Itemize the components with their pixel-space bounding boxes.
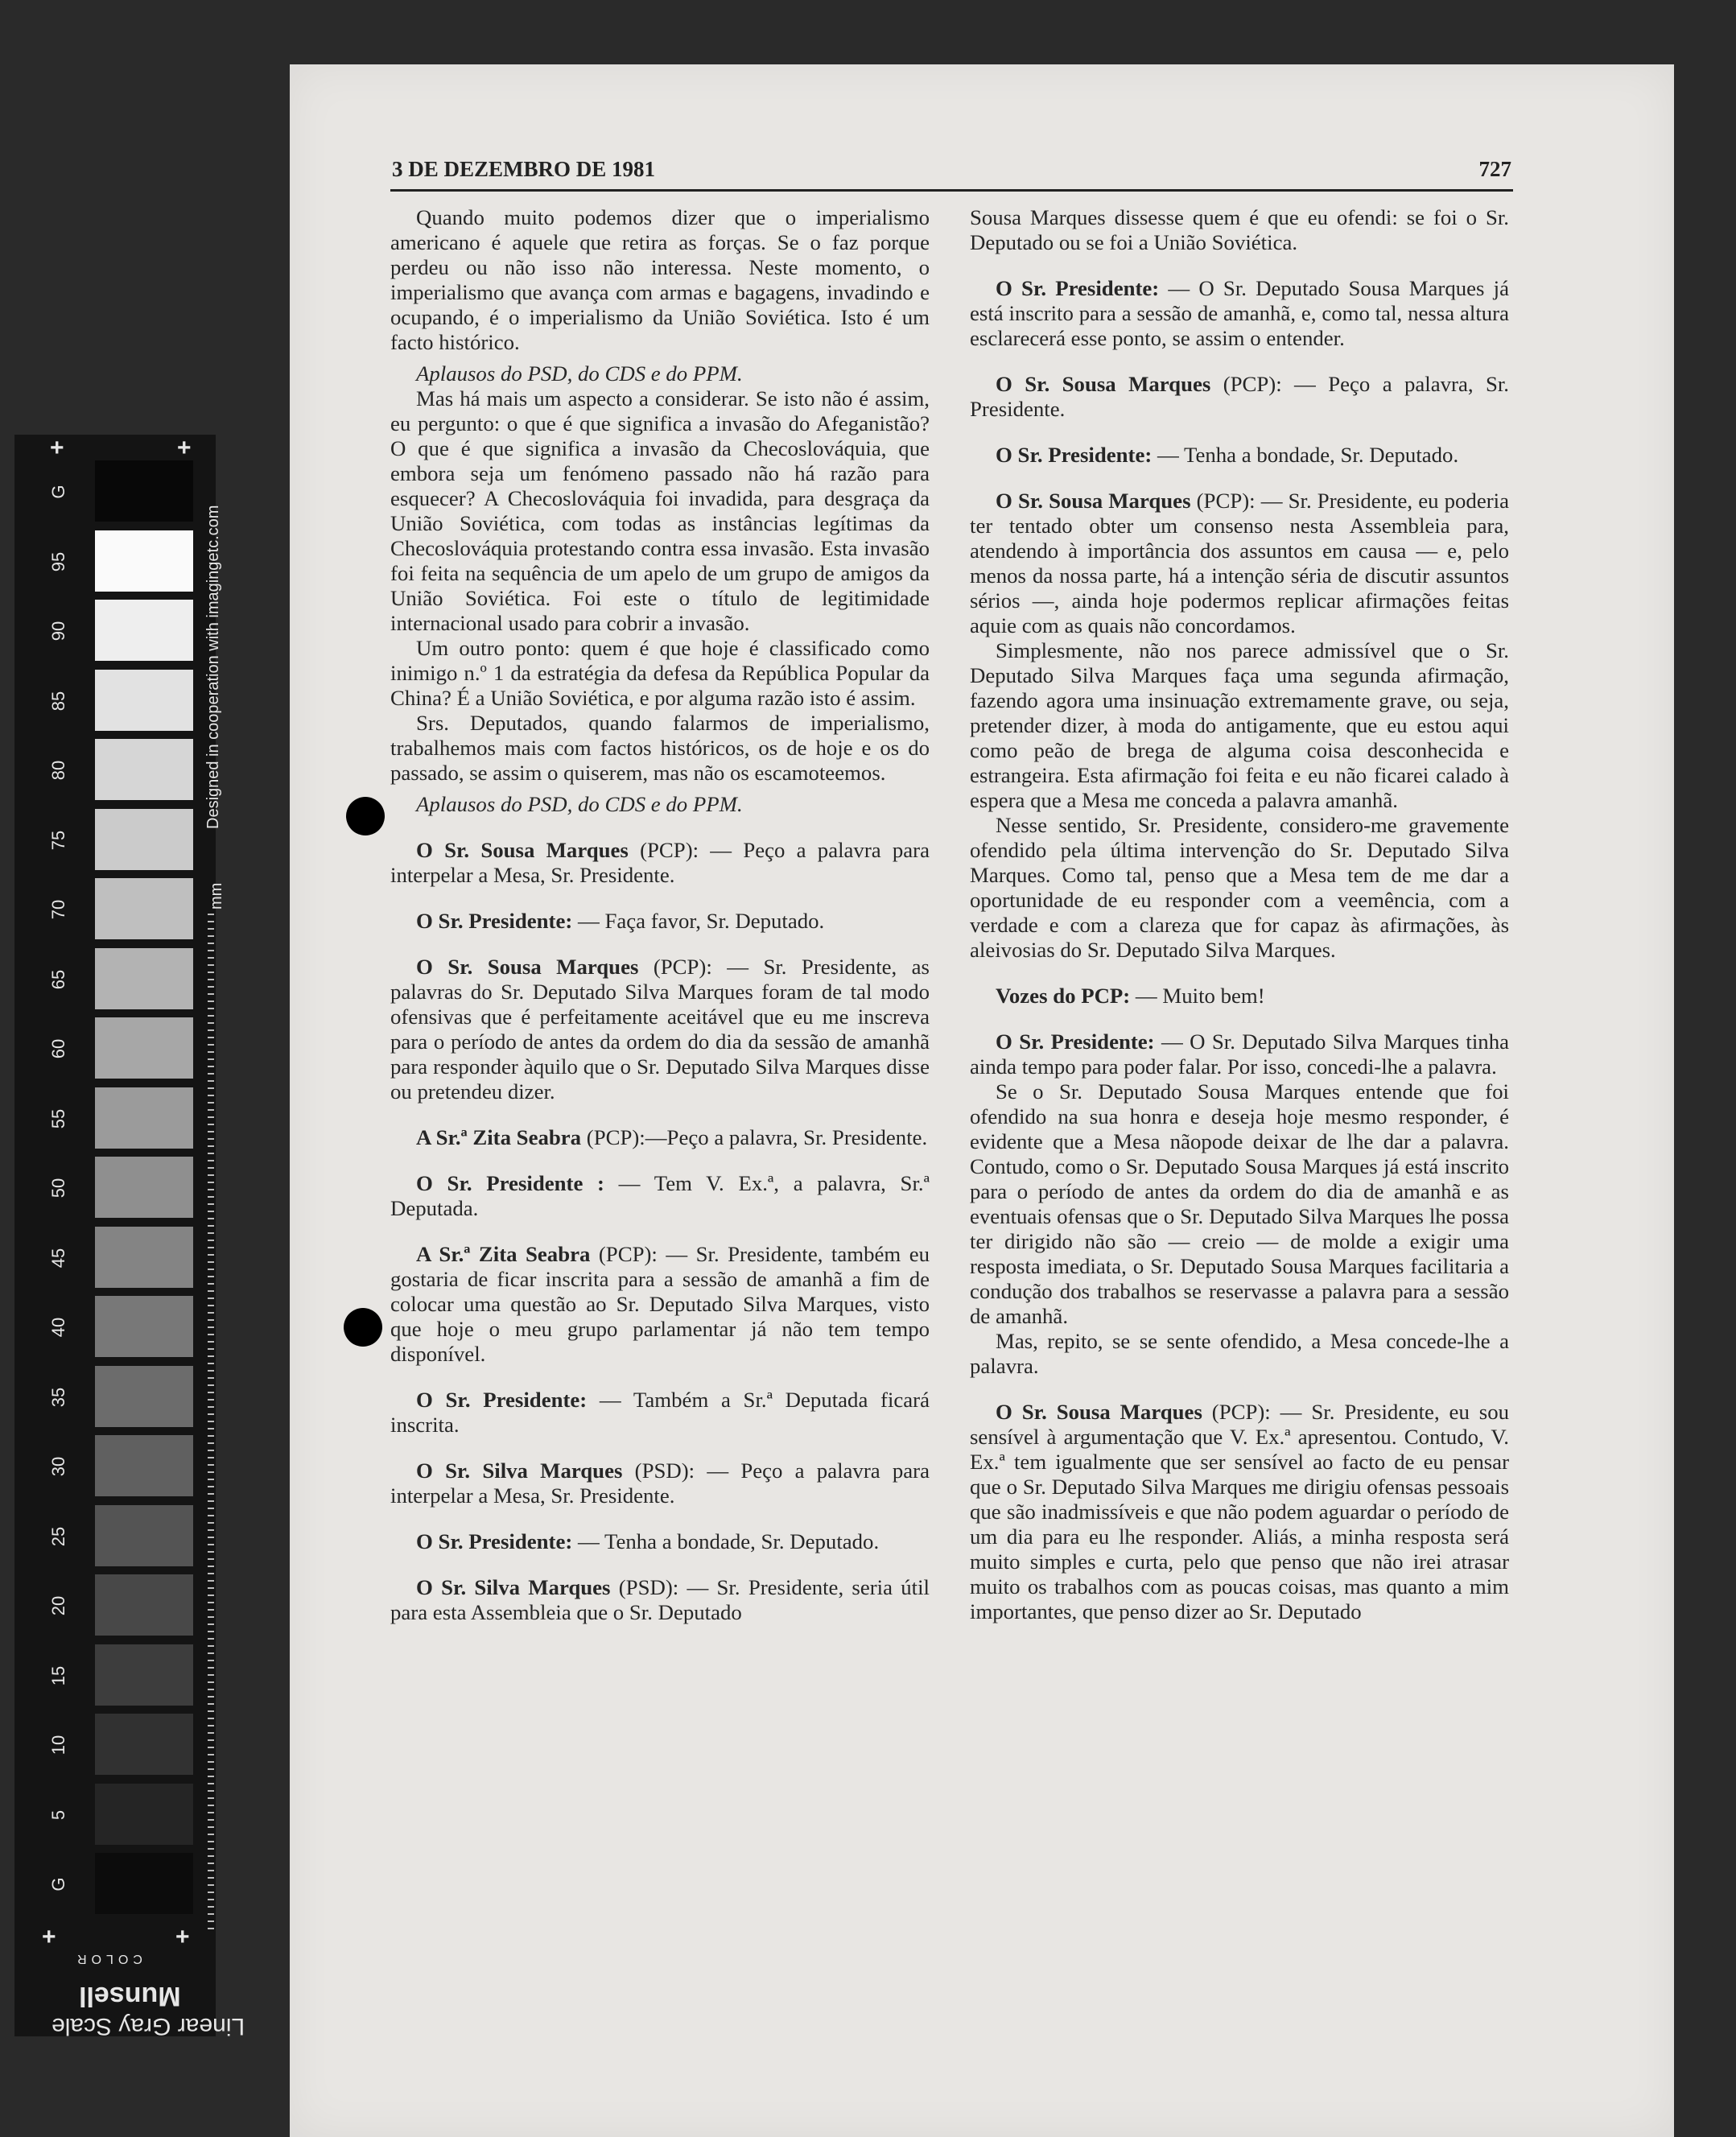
ruler-unit: mm xyxy=(208,882,225,910)
paragraph-text: Se o Sr. Deputado Sousa Marques entende que foi ofendido na sua honra e deseja hoje mesmo responder, é evidente que a Mesa nãopode deixar de lhe dar a palavra. Contudo, como o Sr. Deputado Sousa Marques já está inscrito para o período de antes da ordem do dia de amanhã e as eventuais ofensas que o Sr. Deputado Silva Marques lhe possa ter dirigido não são — creio — de molde a exigir uma resposta imediata, o Sr. Deputado Sousa Marques facilitaria a condução dos trabalhos se reservasse a palavra para a sessão de amanhã. xyxy=(970,1079,1509,1328)
gray-swatch xyxy=(95,1505,193,1566)
header-date: 3 DE DEZEMBRO DE 1981 xyxy=(392,157,656,181)
paragraph-text: — Tenha a bondade, Sr. Deputado. xyxy=(1152,443,1459,467)
gray-step-label: 80 xyxy=(48,760,68,781)
paragraph-text: (PCP): — Sr. Presidente, eu poderia ter tentado obter um consenso nesta Assembleia para, atendendo à importância dos assuntos em causa — e, pelo menos da nossa parte, há a intenção séria de discutir assuntos sérios —, ainda hoje podermos replicar afirmações feitas aquie com as quais não concordamos. xyxy=(970,489,1509,637)
mm-ruler xyxy=(208,914,214,1932)
paragraph-text: — Faça favor, Sr. Deputado. xyxy=(572,909,825,933)
speech-paragraph xyxy=(970,489,1509,638)
speaker-name: O Sr. Sousa Marques xyxy=(996,489,1191,513)
gray-scale-card xyxy=(14,435,245,2040)
right-column xyxy=(970,205,1509,1624)
speech-paragraph xyxy=(970,1029,1509,1079)
gray-swatch xyxy=(95,1087,193,1149)
gray-step-label: 15 xyxy=(48,1665,68,1685)
paragraph-text: — Também a Sr.ª Deputada ficará inscrita. xyxy=(390,1388,930,1437)
paragraph-text: (PCP):—Peço a palavra, Sr. Presidente. xyxy=(581,1125,928,1149)
speech-paragraph xyxy=(390,1388,930,1438)
plus-mark-bottom-left: + xyxy=(42,1924,56,1950)
paragraph-text: (PSD): — Peço a palavra para interpelar a Mesa, Sr. Presidente. xyxy=(390,1458,930,1508)
gray-swatch xyxy=(95,739,193,800)
paragraph-text: Nesse sentido, Sr. Presidente, considero-me gravemente ofendido pela última intervenção do Sr. Deputado Silva Marques. Como tal, penso que a Mesa tem de me dar a oportunidade de eu responder com a veemência, com a verdade e com a clareza que for capaz às afirmações, às aleivosias do Sr. Deputado Silva Marques. xyxy=(970,813,1509,962)
plus-mark-top-right: + xyxy=(177,435,192,461)
gray-step-label: 65 xyxy=(48,969,68,989)
gray-step-label: 95 xyxy=(48,551,68,571)
gray-step-label: 25 xyxy=(48,1526,68,1546)
speech-paragraph xyxy=(970,443,1509,468)
page-number: 727 xyxy=(1478,157,1511,181)
gray-swatch xyxy=(95,530,193,592)
text-paragraph xyxy=(970,1079,1509,1329)
paragraph-text: Aplausos do PSD, do CDS e do PPM. xyxy=(416,361,743,386)
paragraph-text: — Muito bem! xyxy=(1130,984,1265,1008)
paragraph-text: Sousa Marques dissesse quem é que eu ofendi: se foi o Sr. Deputado ou se foi a União Soviética. xyxy=(970,205,1509,254)
text-paragraph xyxy=(390,386,930,636)
paragraph-text: (PSD): — Sr. Presidente, seria útil para esta Assembleia que o Sr. Deputado xyxy=(390,1575,930,1624)
speaker-name: O Sr. Presidente: xyxy=(996,443,1153,467)
gray-step-label: 5 xyxy=(48,1809,68,1820)
gray-swatch xyxy=(95,1644,193,1706)
page-header xyxy=(390,157,1513,192)
gray-step-label: 20 xyxy=(48,1595,68,1616)
gray-step-label: 75 xyxy=(48,830,68,850)
gray-step-label: 85 xyxy=(48,691,68,711)
speech-paragraph xyxy=(390,1125,930,1150)
speech-paragraph xyxy=(970,1400,1509,1624)
paragraph-text: — O Sr. Deputado Sousa Marques já está inscrito para a sessão de amanhã, e, como tal, nessa altura esclarecerá esse ponto, se assim o entender. xyxy=(970,276,1509,350)
speaker-name: A Sr.ª Zita Seabra xyxy=(416,1242,591,1266)
gray-step-label: G xyxy=(48,485,68,499)
gray-step-label: 50 xyxy=(48,1178,68,1198)
gray-swatch xyxy=(95,600,193,661)
text-paragraph xyxy=(390,361,930,386)
text-paragraph xyxy=(970,205,1509,255)
gray-swatch xyxy=(95,1574,193,1636)
speech-paragraph xyxy=(390,1171,930,1221)
gray-swatch xyxy=(95,1435,193,1496)
paragraph-text: Um outro ponto: quem é que hoje é classificado como inimigo n.º 1 da estratégia da defesa da República Popular da China? É a União Soviética, e por alguma razão isto é assim. xyxy=(390,636,930,710)
text-paragraph xyxy=(390,205,930,355)
paragraph-text: Mas há mais um aspecto a considerar. Se isto não é assim, eu pergunto: o que é que significa a invasão do Afeganistão? O que é que significa a invasão da Checoslováquia, que embora seja um fenómeno passado não há razão para esquecer? A Checoslováquia foi invadida, para desgraça da União Soviética, com todas as instâncias legítimas da Checoslováquia protestando contra essa invasão. Esta invasão foi feita na sequência de um apelo de um grupo de amigos da União Soviética. Foi este o título de legitimidade internacional usado para cobrir a invasão. xyxy=(390,386,930,635)
speaker-name: O Sr. Silva Marques xyxy=(416,1458,623,1483)
gray-step-label: G xyxy=(48,1877,68,1892)
gray-swatch xyxy=(95,878,193,939)
gray-step-label: 35 xyxy=(48,1387,68,1407)
speaker-name: O Sr. Presidente: xyxy=(416,909,573,933)
gray-step-label: 70 xyxy=(48,899,68,920)
gray-swatch xyxy=(95,1784,193,1845)
brand-sub: COLOR xyxy=(72,1952,142,1966)
gray-swatch xyxy=(95,1853,193,1914)
paragraph-text: (PCP): — Peço a palavra, Sr. Presidente. xyxy=(970,372,1509,421)
text-paragraph xyxy=(970,813,1509,963)
gray-swatch xyxy=(95,809,193,870)
speaker-name: O Sr. Sousa Marques xyxy=(416,838,629,862)
speech-paragraph xyxy=(390,1575,930,1625)
text-paragraph xyxy=(390,711,930,786)
speaker-name: O Sr. Presidente: xyxy=(996,1029,1155,1054)
speech-paragraph xyxy=(970,984,1509,1009)
plus-mark-bottom-right: + xyxy=(175,1924,190,1950)
speaker-name: O Sr. Presidente: xyxy=(996,276,1160,300)
gray-swatch xyxy=(95,1157,193,1218)
punch-hole-bottom xyxy=(344,1308,382,1347)
speech-paragraph xyxy=(390,1529,930,1554)
paragraph-text: Mas, repito, se se sente ofendido, a Mesa concede-lhe a palavra. xyxy=(970,1329,1509,1378)
plus-mark-top-left: + xyxy=(50,435,64,461)
gray-swatch xyxy=(95,1227,193,1288)
scale-title: Linear Gray Scale xyxy=(52,2013,245,2040)
speaker-name: Vozes do PCP: xyxy=(996,984,1131,1008)
speech-paragraph xyxy=(390,909,930,934)
speaker-name: A Sr.ª Zita Seabra xyxy=(416,1125,582,1149)
gray-swatch xyxy=(95,1366,193,1427)
paragraph-text: (PCP): — Sr. Presidente, eu sou sensível à argumentação que V. Ex.ª apresentou. Contudo, V. Ex.ª tem igualmente que ser sensível ao facto de eu pensar que o Sr. Deputado Silva Marques me dirigiu ofensas pessoais que são inadmissíveis e que não podem aguardar o período de um dia para eu lhe responder. Aliás, a minha resposta será muito simples e curta, pelo que penso que não irei atrasar muito os trabalhos com as poucas coisas, mas quanto a mim importantes, que penso dizer ao Sr. Deputado xyxy=(970,1400,1509,1623)
speech-paragraph xyxy=(390,1242,930,1367)
text-paragraph xyxy=(390,636,930,711)
speech-paragraph xyxy=(970,276,1509,351)
credit-text: Designed in cooperation with imagingetc.com xyxy=(204,505,222,829)
gray-swatch xyxy=(95,1296,193,1357)
left-column xyxy=(390,205,930,1625)
gray-step-label: 10 xyxy=(48,1735,68,1755)
paragraph-text: Aplausos do PSD, do CDS e do PPM. xyxy=(416,792,743,816)
punch-hole-top xyxy=(346,797,385,835)
document-page xyxy=(290,64,1674,2137)
gray-swatch xyxy=(95,670,193,731)
speaker-name: O Sr. Sousa Marques xyxy=(996,1400,1202,1424)
brand-name: Munsell xyxy=(79,1981,181,2011)
paragraph-text: — O Sr. Deputado Silva Marques tinha ainda tempo para poder falar. Por isso, concedi-lhe a palavra. xyxy=(970,1029,1509,1079)
paragraph-text: (PCP): — Sr. Presidente, as palavras do Sr. Deputado Silva Marques foram de tal modo ofensivas que é perfeitamente aceitável que eu me inscreva para o período de antes da ordem do dia da sessão de amanhã para responder àquilo que o Sr. Deputado Silva Marques disse ou pretendeu dizer. xyxy=(390,955,930,1104)
speaker-name: O Sr. Silva Marques xyxy=(416,1575,611,1599)
text-paragraph xyxy=(390,792,930,817)
gray-step-label: 90 xyxy=(48,621,68,642)
speaker-name: O Sr. Presidente: xyxy=(416,1529,573,1553)
gray-swatch xyxy=(95,1714,193,1775)
paragraph-text: Srs. Deputados, quando falarmos de imperialismo, trabalhemos mais com factos históricos, os de hoje e os do passado, se assim o quiserem, mas não os escamoteemos. xyxy=(390,711,930,785)
gray-step-label: 30 xyxy=(48,1456,68,1477)
gray-step-label: 60 xyxy=(48,1038,68,1059)
paragraph-text: Quando muito podemos dizer que o imperialismo americano é aquele que retira as forças. Se o faz porque perdeu ou não isso não interessa. Neste momento, o imperialismo que avança com armas e bagagens, invadindo e ocupando, é o imperialismo da União Soviética. Isto é um facto histórico. xyxy=(390,205,930,354)
gray-step-label: 55 xyxy=(48,1108,68,1128)
text-paragraph xyxy=(970,638,1509,813)
text-paragraph xyxy=(970,1329,1509,1379)
gray-step-label: 45 xyxy=(48,1248,68,1268)
speech-paragraph xyxy=(390,955,930,1104)
speaker-name: O Sr. Presidente : xyxy=(416,1171,604,1195)
speaker-name: O Sr. Sousa Marques xyxy=(996,372,1211,396)
paragraph-text: (PCP): — Peço a palavra para interpelar a Mesa, Sr. Presidente. xyxy=(390,838,930,887)
paragraph-text: — Tem V. Ex.ª, a palavra, Sr.ª Deputada. xyxy=(390,1171,930,1220)
paragraph-text: — Tenha a bondade, Sr. Deputado. xyxy=(572,1529,880,1553)
gray-swatch xyxy=(95,460,193,522)
gray-step-label: 40 xyxy=(48,1317,68,1338)
paragraph-text: (PCP): — Sr. Presidente, também eu gostaria de ficar inscrita para a sessão de amanhã a fim de colocar uma questão ao Sr. Deputado Silva Marques, visto que hoje o meu grupo parlamentar já não tem tempo disponível. xyxy=(390,1242,930,1366)
speech-paragraph xyxy=(970,372,1509,422)
speech-paragraph xyxy=(390,838,930,888)
gray-swatch xyxy=(95,1017,193,1079)
gray-swatch xyxy=(95,948,193,1009)
speech-paragraph xyxy=(390,1458,930,1508)
speaker-name: O Sr. Sousa Marques xyxy=(416,955,639,979)
speaker-name: O Sr. Presidente: xyxy=(416,1388,588,1412)
paragraph-text: Simplesmente, não nos parece admissível que o Sr. Deputado Silva Marques faça uma segunda afirmação, fazendo agora uma insinuação extremamente grave, ou seja, pretender dizer, à moda do antigamente, que eu estou aqui como peão de brega de alguma coisa desconhecida e estrangeira. Esta afirmação foi feita e eu não ficarei calado à espera que a Mesa me conceda a palavra amanhã. xyxy=(970,638,1509,812)
